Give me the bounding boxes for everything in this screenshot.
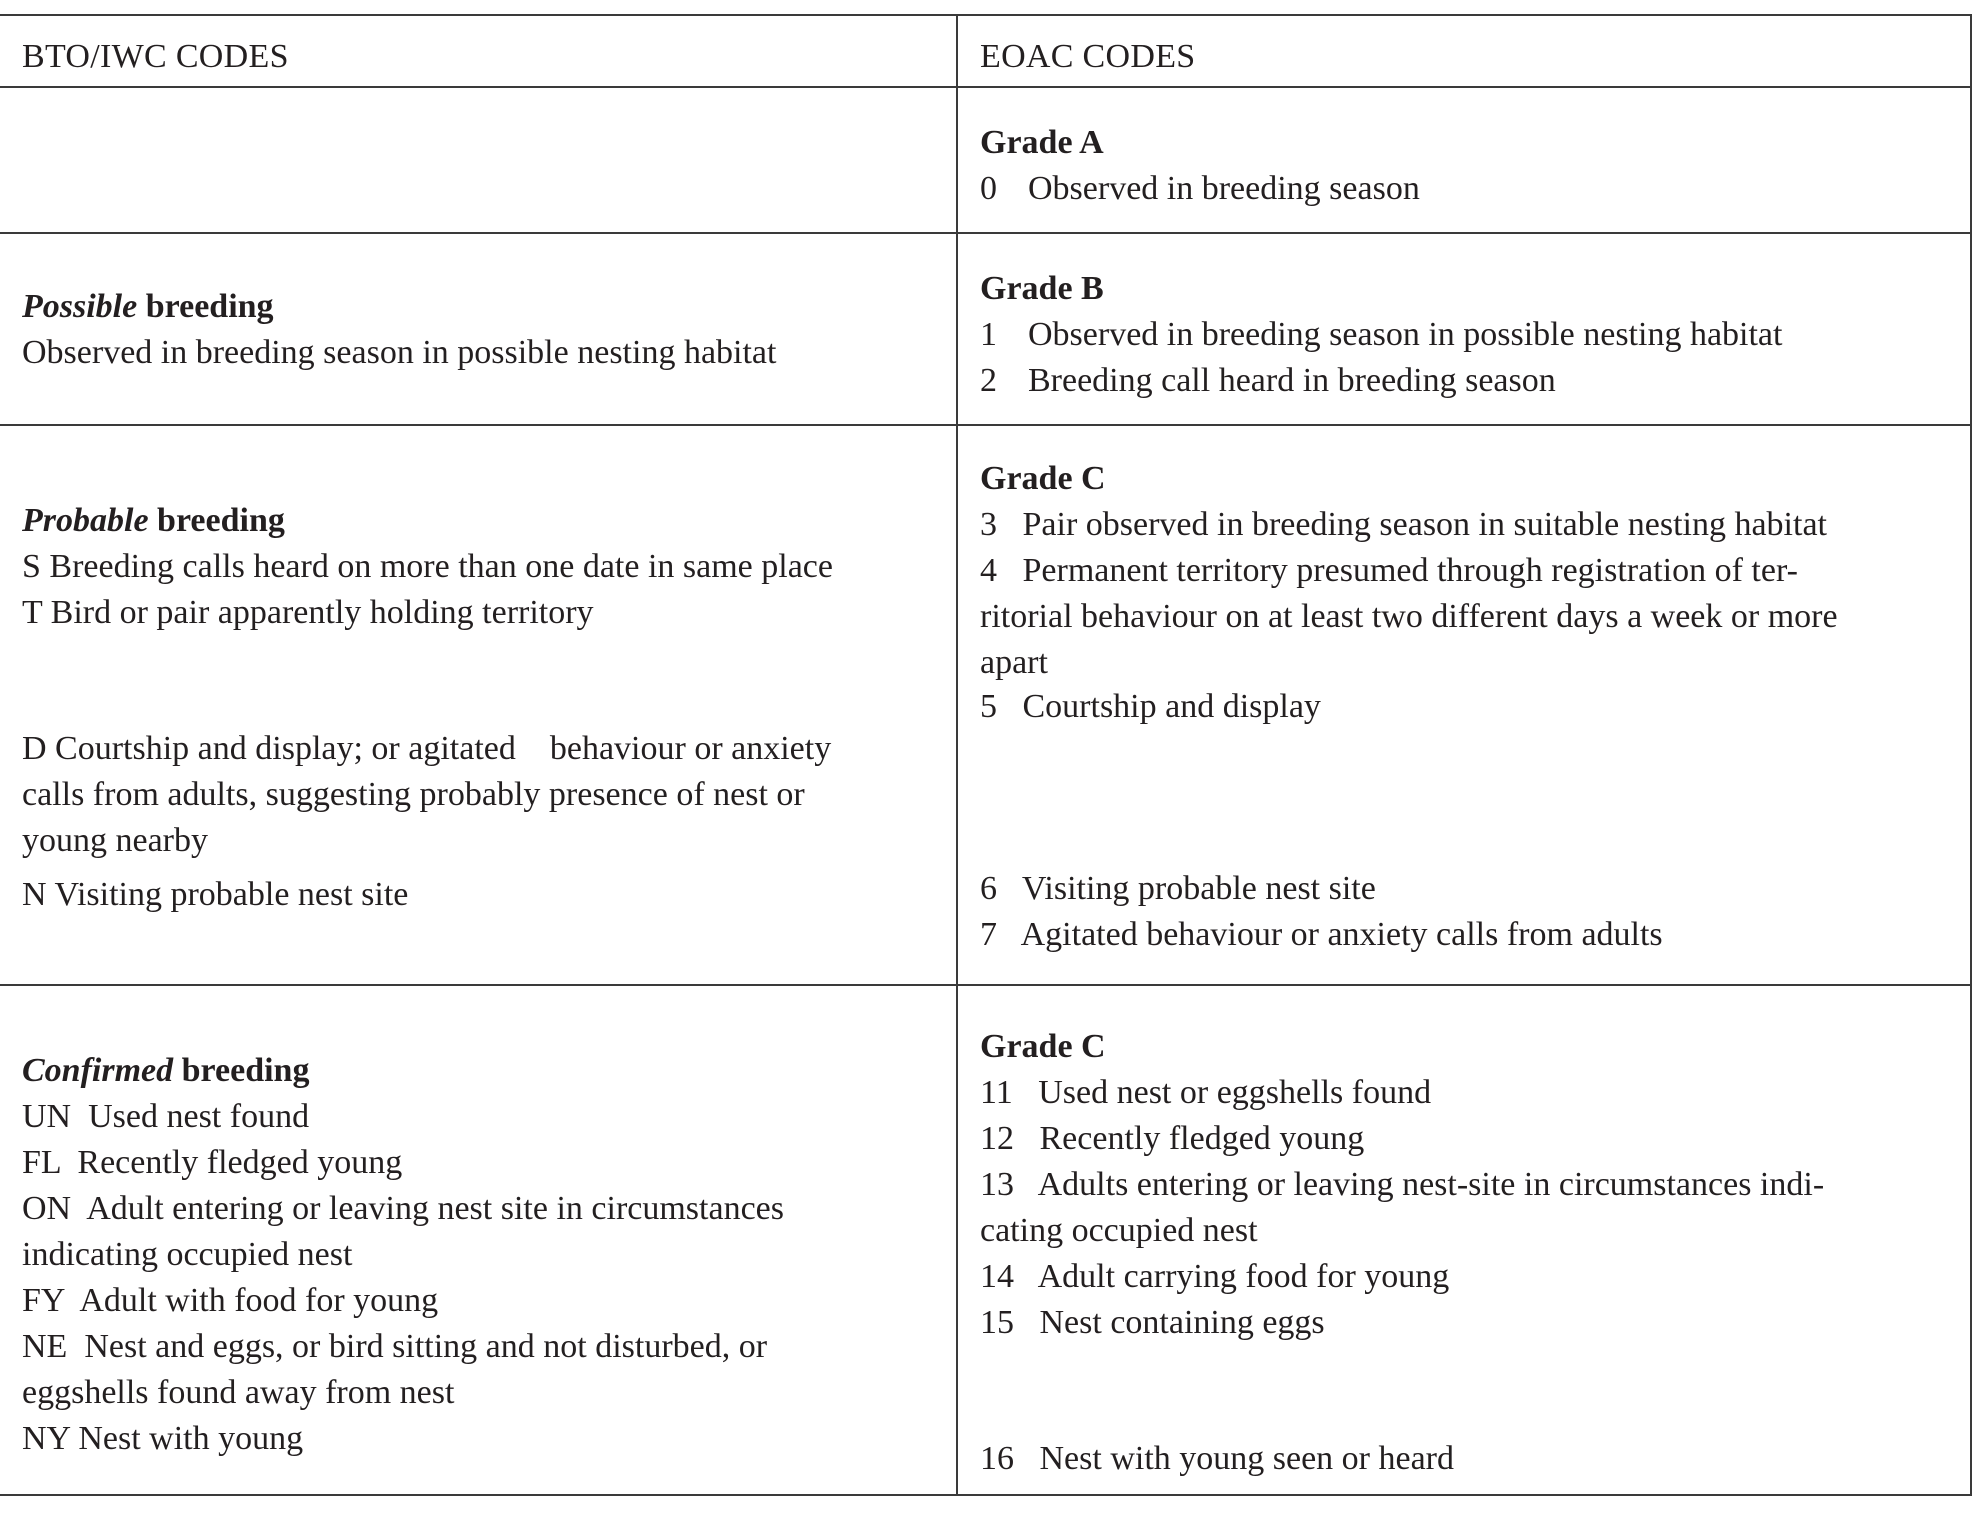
eoac-item — [980, 166, 1420, 212]
category-rest: breeding — [173, 1052, 310, 1089]
bto-cell-possible — [22, 234, 942, 424]
grade-label: Grade A — [980, 124, 1104, 161]
eoac-item: ritorial behaviour on at least two different days a week or more — [980, 598, 1838, 635]
table-row-probable-breeding — [0, 426, 1970, 986]
eoac-item: 14 Adult carrying food for young — [980, 1258, 1450, 1295]
bto-item: indicating occupied nest — [22, 1236, 353, 1273]
bto-item: ON Adult entering or leaving nest site in circumstances — [22, 1190, 784, 1227]
eoac-code: 2 — [980, 362, 997, 399]
header-cell-eoac — [980, 16, 1956, 86]
category-heading — [22, 284, 274, 330]
eoac-item: cating occupied nest — [980, 1212, 1258, 1249]
eoac-code: 1 — [980, 316, 997, 353]
header-eoac-codes: EOAC CODES — [980, 38, 1196, 75]
eoac-item: 6 Visiting probable nest site — [980, 870, 1376, 907]
eoac-item: 16 Nest with young seen or heard — [980, 1440, 1455, 1477]
eoac-cell-grade-c — [980, 426, 1956, 984]
column-divider — [956, 88, 958, 232]
category-italic: Probable — [22, 502, 149, 539]
eoac-item: 13 Adults entering or leaving nest-site in circumstances indi- — [980, 1166, 1825, 1203]
table-row-possible-breeding — [0, 234, 1970, 426]
breeding-codes-table — [0, 14, 1972, 1496]
bto-item: Observed in breeding season in possible nesting habitat — [22, 334, 777, 371]
bto-item: UN Used nest found — [22, 1098, 310, 1135]
eoac-item: 4 Permanent territory presumed through registration of ter- — [980, 552, 1798, 589]
column-divider — [956, 426, 958, 984]
bto-item: S Breeding calls heard on more than one date in same place — [22, 548, 833, 585]
bto-cell-confirmed — [22, 986, 942, 1496]
column-divider — [956, 234, 958, 424]
bto-item: NE Nest and eggs, or bird sitting and not disturbed, or — [22, 1328, 768, 1365]
eoac-cell-grade-a — [980, 88, 1956, 232]
grade-label: Grade C — [980, 460, 1106, 497]
bto-item: FL Recently fledged young — [22, 1144, 403, 1181]
table-row-confirmed-breeding — [0, 986, 1970, 1496]
category-heading — [22, 1048, 309, 1094]
eoac-text: Observed in breeding season in possible nesting habitat — [1028, 316, 1783, 353]
column-divider — [956, 986, 958, 1496]
bto-item: eggshells found away from nest — [22, 1374, 455, 1411]
eoac-item: apart — [980, 644, 1048, 681]
eoac-cell-grade-c-confirmed — [980, 986, 1956, 1496]
eoac-item: 3 Pair observed in breeding season in suitable nesting habitat — [980, 506, 1827, 543]
table-row-grade-a — [0, 88, 1970, 234]
bto-cell-probable — [22, 426, 942, 984]
bto-item: young nearby — [22, 822, 209, 859]
eoac-item: 5 Courtship and display — [980, 688, 1321, 725]
eoac-code: 0 — [980, 170, 997, 207]
eoac-item — [980, 312, 1782, 358]
eoac-item — [980, 358, 1556, 404]
bto-item: calls from adults, suggesting probably presence of nest or — [22, 776, 805, 813]
bto-cell-empty — [22, 88, 942, 232]
category-rest: breeding — [148, 502, 285, 539]
eoac-item: 7 Agitated behaviour or anxiety calls from adults — [980, 916, 1663, 953]
header-cell-bto-iwc — [22, 16, 942, 86]
column-divider — [956, 16, 958, 86]
category-heading — [22, 498, 285, 544]
eoac-text: Observed in breeding season — [1028, 170, 1420, 207]
table-header-row — [0, 16, 1970, 88]
category-italic: Confirmed — [22, 1052, 174, 1089]
category-rest: breeding — [137, 288, 274, 325]
grade-label: Grade B — [980, 270, 1104, 307]
eoac-item: 11 Used nest or eggshells found — [980, 1074, 1432, 1111]
bto-item: NY Nest with young — [22, 1420, 304, 1457]
header-bto-iwc-codes: BTO/IWC CODES — [22, 38, 289, 75]
eoac-text: Breeding call heard in breeding season — [1028, 362, 1556, 399]
bto-item: T Bird or pair apparently holding territory — [22, 594, 594, 631]
grade-label: Grade C — [980, 1028, 1106, 1065]
category-italic: Possible — [22, 288, 138, 325]
eoac-item: 15 Nest containing eggs — [980, 1304, 1325, 1341]
bto-item: FY Adult with food for young — [22, 1282, 439, 1319]
eoac-item: 12 Recently fledged young — [980, 1120, 1365, 1157]
eoac-cell-grade-b — [980, 234, 1956, 424]
bto-item: N Visiting probable nest site — [22, 876, 409, 913]
bto-item: D Courtship and display; or agitated behaviour or anxiety — [22, 730, 832, 767]
